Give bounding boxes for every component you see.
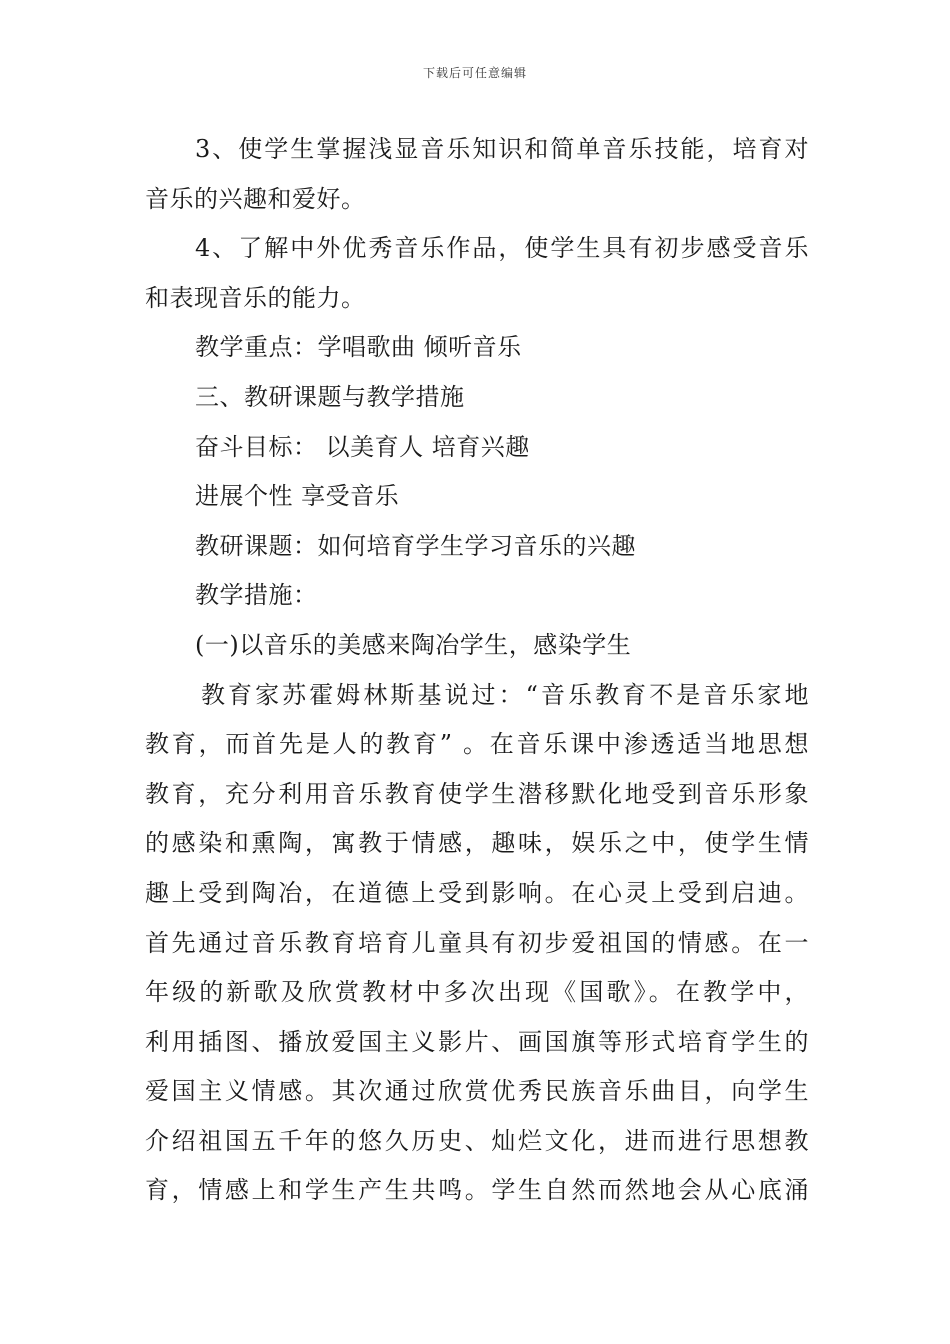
text-line: 年级的新歌及欣赏教材中多次出现《国歌》。在教学中， — [145, 978, 809, 1007]
text-line: 趣上受到陶冶，在道德上受到影响。在心灵上受到启迪。 — [145, 878, 809, 907]
text-line: 教育，充分利用音乐教育使学生潜移默化地受到音乐形象 — [145, 779, 809, 808]
text-line: 4、了解中外优秀音乐作品，使学生具有初步感受音乐 — [195, 234, 809, 263]
text-line: 育，情感上和学生产生共鸣。学生自然而然地会从心底涌 — [145, 1176, 809, 1205]
page-header-note: 下载后可任意编辑 — [422, 66, 527, 80]
document-body — [145, 125, 809, 1216]
text-line: 爱国主义情感。其次通过欣赏优秀民族音乐曲目，向学生 — [145, 1077, 809, 1106]
text-line: 利用插图、播放爱国主义影片、画国旗等形式培育学生的 — [145, 1027, 809, 1056]
text-line: 三、教研课题与教学措施 — [195, 382, 465, 411]
text-line: 进展个性 享受音乐 — [195, 482, 400, 511]
text-line: 音乐的兴趣和爱好。 — [145, 184, 366, 213]
text-line: 教育家苏霍姆林斯基说过：“音乐教育不是音乐家地 — [201, 680, 809, 709]
text-line: 介绍祖国五千年的悠久历史、灿烂文化，进而进行思想教 — [145, 1126, 809, 1155]
text-line: 教学措施： — [195, 581, 318, 610]
text-line: 和表现音乐的能力。 — [145, 283, 366, 312]
text-line: 的感染和熏陶，寓教于情感，趣味，娱乐之中，使学生情 — [145, 829, 809, 858]
text-line: 3、使学生掌握浅显音乐知识和简单音乐技能，培育对 — [195, 135, 809, 163]
text-line: (一)以音乐的美感来陶冶学生，感染学生 — [195, 630, 632, 659]
text-line: 教学重点：学唱歌曲 倾听音乐 — [195, 333, 522, 362]
text-line: 教育，而首先是人的教育” 。在音乐课中渗透适当地思想 — [145, 730, 809, 759]
text-line: 教研课题：如何培育学生学习音乐的兴趣 — [195, 531, 636, 560]
text-line: 奋斗目标： 以美育人 培育兴趣 — [195, 432, 530, 461]
text-line: 首先通过音乐教育培育儿童具有初步爱祖国的情感。在一 — [145, 928, 809, 957]
